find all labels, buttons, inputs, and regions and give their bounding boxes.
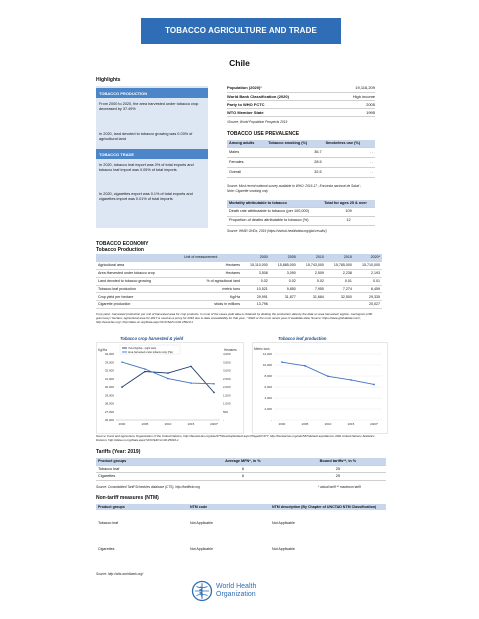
tariffs-source: Source: Consolidated Tariff Schedules database (CTS), http://tariffwto.org xyxy=(96,485,200,489)
cell xyxy=(270,301,298,309)
y-tick-label: 10,000 xyxy=(262,363,272,367)
area-point xyxy=(144,368,146,370)
y-axis-label: Metric tons xyxy=(254,347,270,351)
x-tick-label: 2000 xyxy=(118,422,126,426)
production-text-1: From 2000 to 2020, the area harvested under tobacco crop decreased by 37.49% xyxy=(99,102,199,111)
cell: 32.5 xyxy=(266,167,323,177)
y-tick-label: 28,000 xyxy=(104,401,114,406)
col-header: 2000 xyxy=(242,254,270,262)
col-header: Product groups xyxy=(98,505,125,509)
prevalence-source: Source: Most recent national survey available to WHO: 2016-17 ; Encuesta nacional de Salud ; xyxy=(227,184,361,188)
y-tick-label: 6,000 xyxy=(264,385,272,389)
cell: 0.01 xyxy=(326,277,354,285)
cell: 13,796 xyxy=(242,301,270,309)
cell: 15,785,000 xyxy=(326,262,354,270)
cell: 28.5 xyxy=(266,157,323,167)
cell: Land devoted to tobacco growing xyxy=(96,277,182,285)
cell: 109 xyxy=(322,207,375,216)
yield-point xyxy=(121,386,123,388)
who-line-1: World Health xyxy=(216,583,257,590)
table-row xyxy=(96,270,382,278)
col-header: Total for ages 25 & over xyxy=(322,200,375,207)
info-value: High income xyxy=(352,93,375,99)
x-tick-label: 2010 xyxy=(324,422,332,426)
col-header: 2005 xyxy=(270,254,298,262)
cell: 31,877 xyxy=(270,293,298,301)
row-label: Proportion of deaths attributable to tobacco (%) xyxy=(227,216,322,225)
tariffs-table xyxy=(96,458,386,481)
cell: 20,027 xyxy=(354,301,382,309)
cell: Cigarette production xyxy=(96,301,182,309)
trade-text-2: In 2020, cigarettes export was 0.1% of total exports and cigarettes import was 0.01% of total imports xyxy=(99,192,193,201)
table-row xyxy=(96,301,382,309)
info-key: World Bank Classification (2020) xyxy=(227,93,289,99)
cell: Crop yield per hectare xyxy=(96,293,182,301)
area-point xyxy=(121,361,123,363)
cell: 15,110,000 xyxy=(242,262,270,270)
cell: 2,509 xyxy=(298,270,326,278)
cell: 7,274 xyxy=(326,285,354,293)
cell: 12 xyxy=(322,216,375,225)
cell: 0.02 xyxy=(298,277,326,285)
y-tick-label: 12,000 xyxy=(262,352,272,356)
ntm-source: Source: http://wits.worldbank.org/ xyxy=(96,572,144,576)
y2-tick-label: 2,000 xyxy=(223,385,231,389)
y2-tick-label: 2,500 xyxy=(223,376,231,381)
x-tick-label: 2015 xyxy=(187,422,195,426)
col-header: 2015 xyxy=(326,254,354,262)
info-value: 1995 xyxy=(366,109,375,115)
table-row xyxy=(96,277,382,285)
col-header: Tobacco smoking (%) xyxy=(266,140,323,147)
y-tick-label: 34,000 xyxy=(104,352,114,356)
y-tick-label: 30,000 xyxy=(104,385,114,389)
production-heading: TOBACCO PRODUCTION xyxy=(96,88,208,98)
x-tick-label: 2020* xyxy=(210,422,218,426)
table-row xyxy=(96,285,382,293)
y-axis-label: Kg/Ha xyxy=(98,348,107,352)
y-tick-label: 27,000 xyxy=(104,409,114,414)
cell: Hectares xyxy=(182,262,242,270)
cell: 6,459 xyxy=(354,285,382,293)
cell: . . xyxy=(324,157,375,167)
cell: 15,710,000 xyxy=(354,262,382,270)
population-source: ¹Source: World Population Prospects 2019 xyxy=(227,120,288,124)
legend-entry: Area harvested under tobacco crop (Ha) xyxy=(128,351,173,354)
y-tick-label: 33,000 xyxy=(104,360,114,365)
cell: 6 xyxy=(196,465,290,473)
row-label: Cigarettes xyxy=(98,547,115,552)
ntm-table xyxy=(96,504,386,562)
leaf-production-chart xyxy=(252,342,388,434)
area-point xyxy=(190,382,192,384)
prevalence-note: Note: Cigarette smoking only xyxy=(227,189,268,193)
tariffs-footnote: * actual tariff ** maximum tariff xyxy=(318,485,361,489)
trade-text-1: In 2020, tobacco leaf export was 0% of total exports and tobacco leaf import was 0.05% of total imports xyxy=(99,163,194,172)
row-label: Tobacco leaf xyxy=(98,521,119,526)
who-line-2: Organization xyxy=(216,590,256,598)
production-note: Crop yield - harvested production per unit of harvested area for crop products. In most of the cases yield data is obtained by dividing the production data by the data on area harvested; Hg/Ha - hectogram (100 grammes) / hectare; Agricultural area for 2017 is used as a proxy for 2018 due to data unavailability for that year ; *2020 or the most recent year of available data; Source: https://www.globaldata.com/; http://www.fao.org/; http://data.un.org/Data.aspx?d=ICS&f=cmID:25010:1 xyxy=(96,312,373,324)
y2-axis-label: Hectares xyxy=(224,348,237,352)
cell: Agricultural area xyxy=(96,262,182,270)
y-tick-label: 29,000 xyxy=(104,393,114,398)
cell xyxy=(298,301,326,309)
y-tick-label: 31,000 xyxy=(104,376,114,381)
who-emblem-icon xyxy=(191,580,213,602)
yield-point xyxy=(190,366,192,368)
cell xyxy=(326,301,354,309)
cell: 25 xyxy=(290,465,386,473)
production-point xyxy=(373,384,375,386)
cell: Kg/Ha xyxy=(182,293,242,301)
y-tick-label: 32,000 xyxy=(104,368,114,373)
y-tick-label: 2,000 xyxy=(264,407,272,411)
col-header: Bound tariffs**, in % xyxy=(290,458,386,465)
ntm-title: Non-tariff measures (NTM) xyxy=(96,495,159,501)
row-label: Females xyxy=(227,157,266,167)
info-key: WTO Member State xyxy=(227,109,264,115)
trade-heading: TOBACCO TRADE xyxy=(96,149,208,159)
col-header: Among adults xyxy=(227,140,266,147)
production-point xyxy=(304,365,306,367)
yield-point xyxy=(167,372,169,374)
area-point xyxy=(167,378,169,380)
economy-heading: TOBACCO ECONOMY xyxy=(96,241,149,247)
y2-tick-label: 3,000 xyxy=(223,368,231,373)
crop-yield-chart xyxy=(96,342,244,434)
y-tick-label: 4,000 xyxy=(264,396,272,400)
cell: 15,743,000 xyxy=(298,262,326,270)
cell: Not Applicable xyxy=(190,547,213,552)
cell: 9,850 xyxy=(270,285,298,293)
cell: 29,335 xyxy=(354,293,382,301)
cell: metric tons xyxy=(182,285,242,293)
mortality-source: Source: IHME/ GHDx, 2019 (https://vizhub.healthdata.org/gbd-results/) xyxy=(227,229,327,233)
x-tick-label: 2010 xyxy=(164,422,172,426)
cell: Area Harvested under tobacco crop xyxy=(96,270,182,278)
page-banner: TOBACCO AGRICULTURE AND TRADE xyxy=(141,18,341,44)
col-header: NTM code xyxy=(190,505,208,509)
country-info-table xyxy=(227,84,375,117)
y2-tick-label: 3,500 xyxy=(223,360,231,365)
economy-title xyxy=(96,242,148,253)
chart-1-title: Tobacco crop harvested & yield xyxy=(120,336,184,341)
info-key: Population (2020)¹ xyxy=(227,85,262,91)
cell: 2,238 xyxy=(326,270,354,278)
cell: 6 xyxy=(196,473,290,481)
y-tick-label: 8,000 xyxy=(264,374,272,378)
y2-tick-label: 1,000 xyxy=(223,401,231,406)
info-value: 2005 xyxy=(366,101,375,107)
cell: Not Applicable xyxy=(272,521,295,526)
col-header: Unit of measurement xyxy=(182,254,242,262)
chart-source: Source: Food and Agriculture Organization of the United Nations, http://faostat.fao.org/site/377/DesktopDefault.aspx?PageID=377; http://faostat.fao.org/site/567/default.aspx#ancor AND United Nations Statistics Division, http://data.un.org/Data.aspx?d=ICS&f=cmID:25010-1 xyxy=(96,434,375,442)
y2-tick-label: 1,500 xyxy=(223,393,231,398)
y2-tick-label: - xyxy=(223,418,224,422)
cell: sticks in millions xyxy=(182,301,242,309)
cell: 36.7 xyxy=(266,147,323,157)
col-header xyxy=(96,254,182,262)
row-label: Males xyxy=(227,147,266,157)
x-tick-label: 2005 xyxy=(141,422,149,426)
production-table xyxy=(96,254,382,309)
row-label: Tobacco leaf xyxy=(96,465,196,473)
col-header: Average MFN*, in % xyxy=(196,458,290,465)
y-tick-label: - xyxy=(271,418,272,422)
x-tick-label: 2005 xyxy=(301,422,309,426)
col-header: 2020* xyxy=(354,254,382,262)
series-production-line xyxy=(282,362,374,384)
mortality-table xyxy=(227,200,375,226)
chart-2-title: Tobacco leaf production xyxy=(278,336,327,341)
row-label: Death rate attributable to tobacco (per 100,000) xyxy=(227,207,322,216)
table-row xyxy=(96,293,382,301)
area-point xyxy=(213,383,215,385)
production-point xyxy=(327,375,329,377)
row-label: Cigarettes xyxy=(96,473,196,481)
cell: 0.02 xyxy=(242,277,270,285)
cell: 3,090 xyxy=(270,270,298,278)
highlights-panel xyxy=(96,86,208,228)
y2-tick-label: 4,000 xyxy=(223,352,231,356)
col-header: Smokeless use (%) xyxy=(324,140,375,147)
y-tick-label: 26,000 xyxy=(104,418,114,422)
cell: . . xyxy=(324,167,375,177)
y2-tick-label: 500 xyxy=(223,409,229,414)
cell: Hectares xyxy=(182,270,242,278)
economy-subtitle: Tobacco Production xyxy=(96,246,144,253)
who-wordmark xyxy=(216,583,256,598)
prevalence-table xyxy=(227,140,375,178)
cell: 15,885,000 xyxy=(270,262,298,270)
cell: 0.01 xyxy=(354,277,382,285)
tariffs-title: Tariffs (Year: 2019) xyxy=(96,449,141,455)
cell: Tobacco leaf production xyxy=(96,285,182,293)
cell: 31,684 xyxy=(298,293,326,301)
table-row xyxy=(96,262,382,270)
info-key: Party to WHO FCTC xyxy=(227,101,265,107)
cell: 10,521 xyxy=(242,285,270,293)
col-header: Mortality attributable to tobacco xyxy=(227,200,322,207)
prevalence-title: TOBACCO USE PREVALENCE xyxy=(227,131,300,137)
production-point xyxy=(281,361,283,363)
col-header: NTM description (By Chapter of UNCTAD NTM Classification) xyxy=(272,505,377,509)
x-tick-label: 2020* xyxy=(370,422,378,426)
highlights-title: Highlights xyxy=(96,77,121,83)
col-header: Product groups xyxy=(96,458,196,465)
country-name: Chile xyxy=(229,58,250,68)
cell: 3,508 xyxy=(242,270,270,278)
info-value: 19,116,209 xyxy=(355,85,375,91)
x-tick-label: 2000 xyxy=(278,422,286,426)
cell: 25 xyxy=(290,473,386,481)
cell: Not Applicable xyxy=(190,521,213,526)
yield-point xyxy=(144,371,146,373)
cell: 29,991 xyxy=(242,293,270,301)
cell: 2,193 xyxy=(354,270,382,278)
cell: % of agricultural land xyxy=(182,277,242,285)
legend-entry: Yield (Kg/ha) - (right axis) xyxy=(128,347,157,350)
col-header: 2010 xyxy=(298,254,326,262)
cell: . . xyxy=(324,147,375,157)
series-yield-line xyxy=(122,366,214,392)
cell: 7,950 xyxy=(298,285,326,293)
cell: Not Applicable xyxy=(272,547,295,552)
production-point xyxy=(350,379,352,381)
row-label: Overall xyxy=(227,167,266,177)
production-text-2: In 2020, land devoted to tobacco growing was 0.03% of agricultural land xyxy=(99,132,193,141)
x-tick-label: 2015 xyxy=(347,422,355,426)
yield-point xyxy=(213,392,215,394)
cell: 0.02 xyxy=(270,277,298,285)
cell: 32,500 xyxy=(326,293,354,301)
